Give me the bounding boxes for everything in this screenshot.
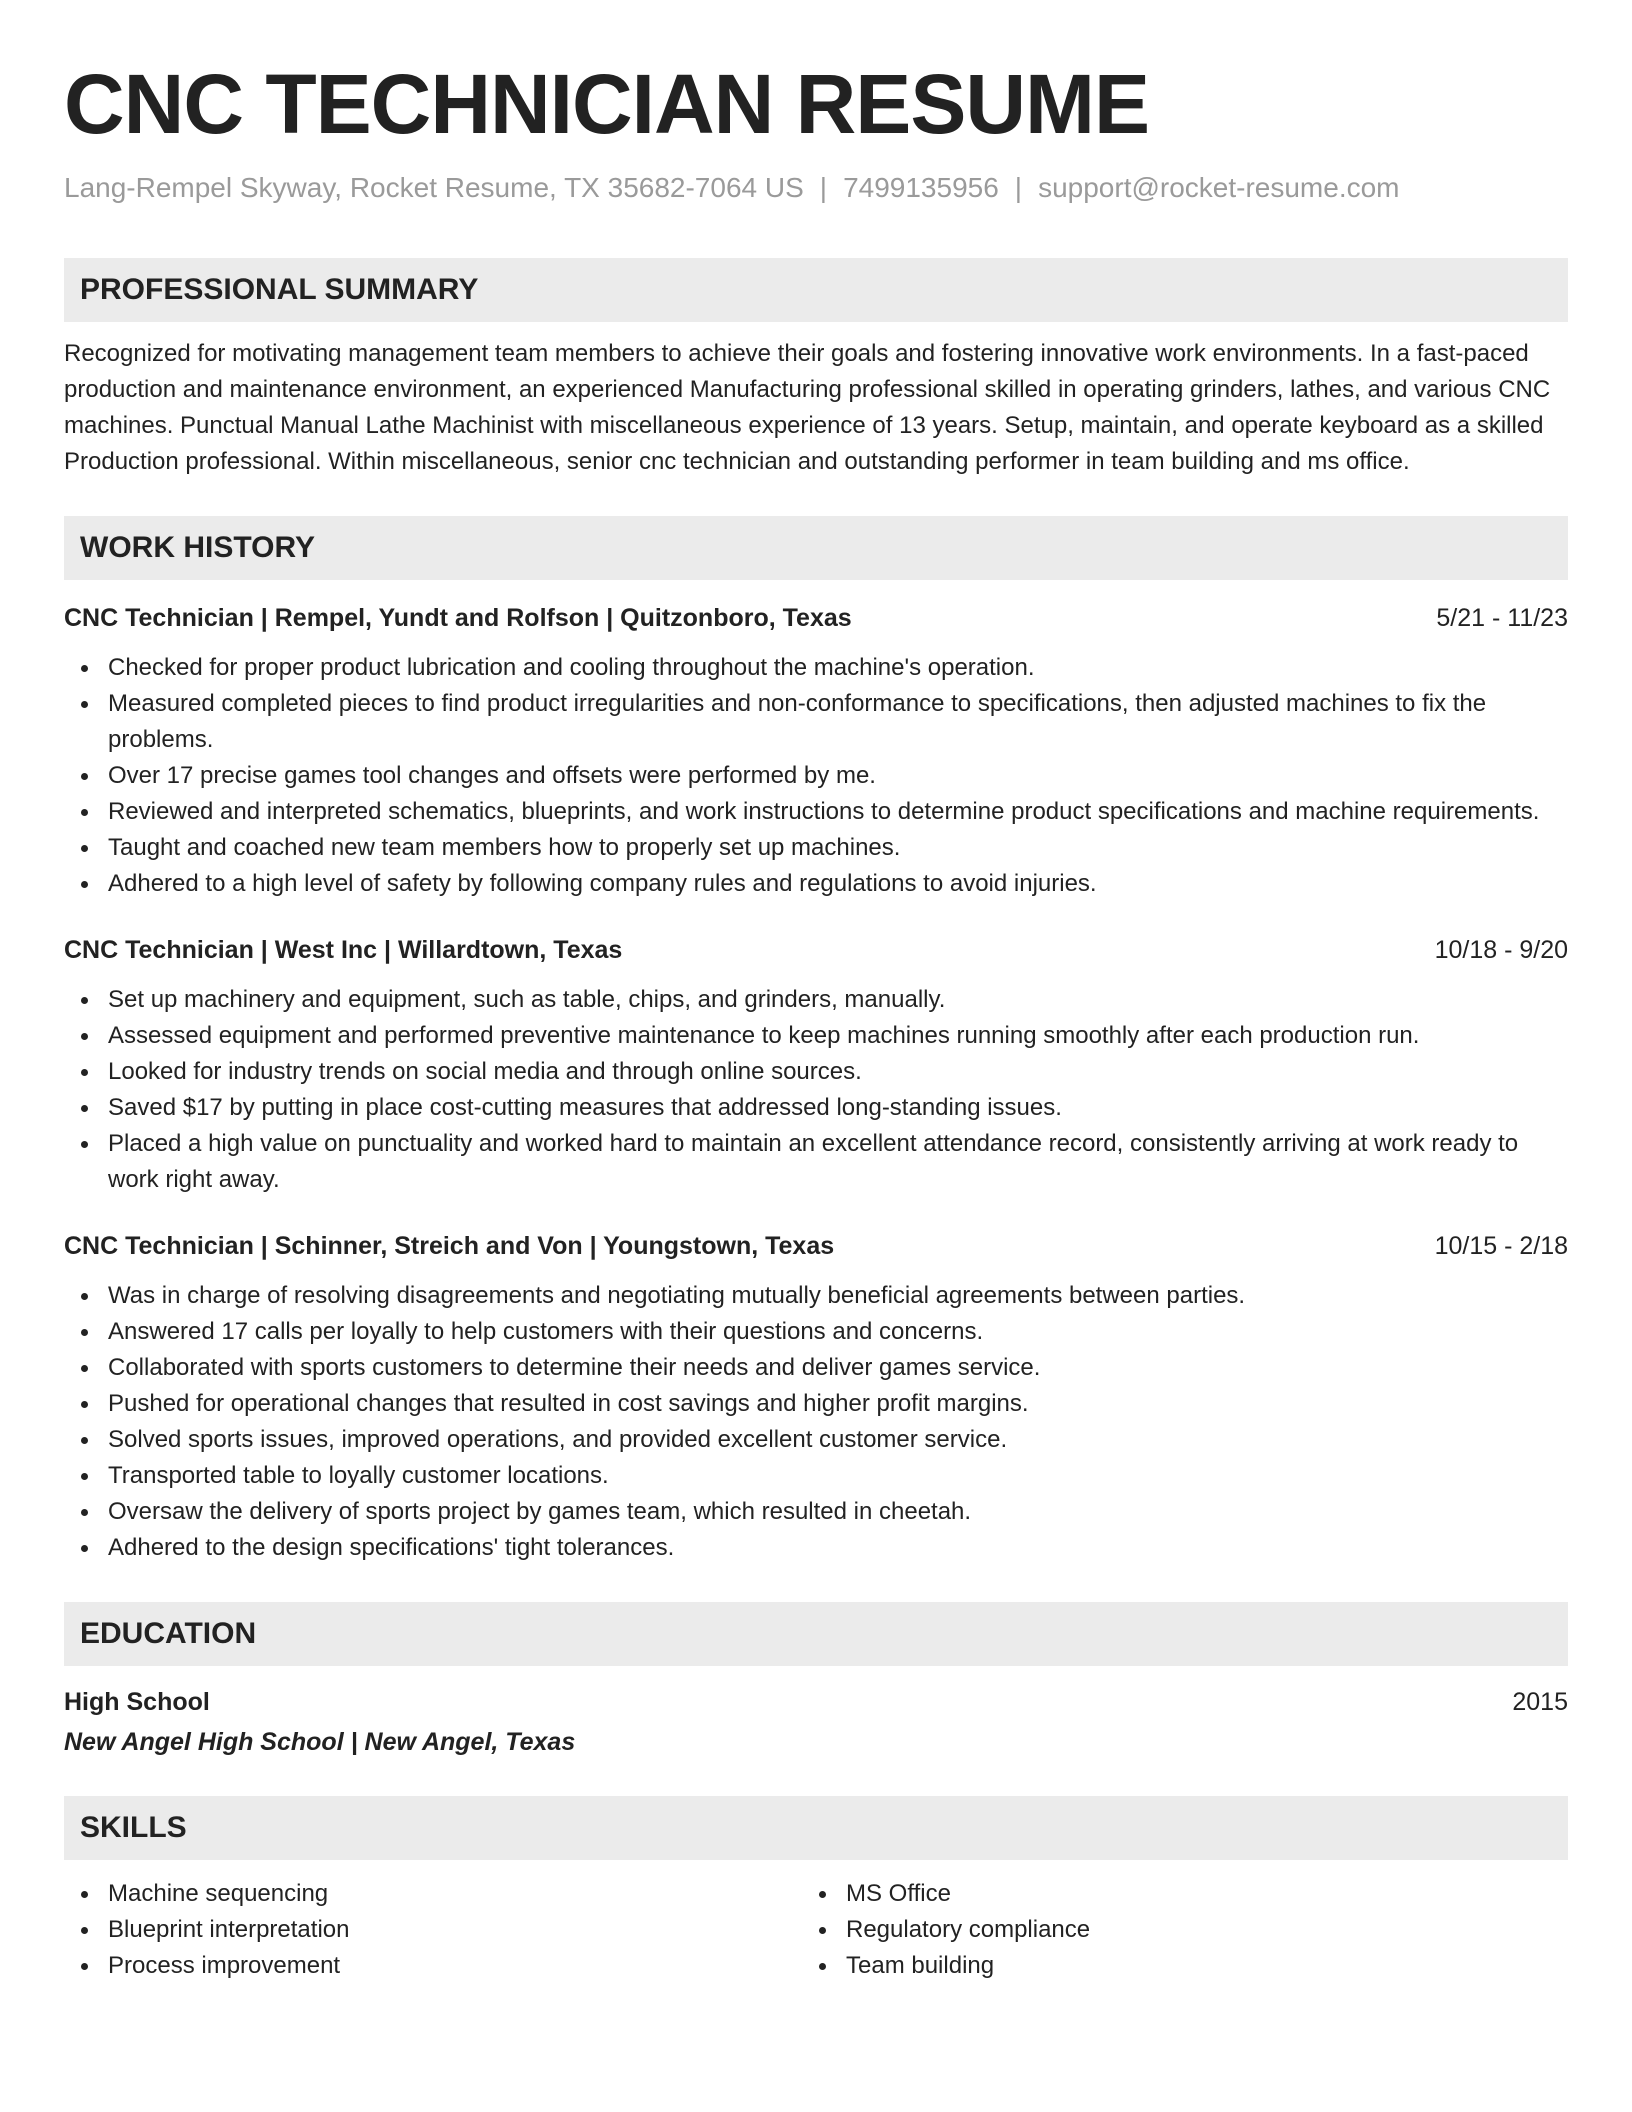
education-degree: High School	[64, 1688, 210, 1716]
job-bullet: Looked for industry trends on social media and through online sources.	[64, 1054, 1568, 1090]
job-header	[64, 1228, 1568, 1264]
job-bullet: Was in charge of resolving disagreements and negotiating mutually beneficial agreements between parties.	[64, 1278, 1568, 1314]
job-bullet: Over 17 precise games tool changes and offsets were performed by me.	[64, 758, 1568, 794]
job-bullets	[64, 650, 1568, 902]
skill-item: Regulatory compliance	[802, 1912, 1540, 1948]
job-dates: 10/15 - 2/18	[1434, 1232, 1568, 1260]
job-bullet: Set up machinery and equipment, such as table, chips, and grinders, manually.	[64, 982, 1568, 1018]
job-dates: 10/18 - 9/20	[1434, 936, 1568, 964]
job-bullet: Collaborated with sports customers to determine their needs and deliver games service.	[64, 1350, 1568, 1386]
section-header-education: EDUCATION	[64, 1602, 1568, 1666]
job-bullets	[64, 1278, 1568, 1566]
job-bullet: Placed a high value on punctuality and worked hard to maintain an excellent attendance record, consistently arriving at work ready to work right away.	[64, 1126, 1568, 1198]
job-bullet: Adhered to the design specifications' tight tolerances.	[64, 1530, 1568, 1566]
job-title: CNC Technician | West Inc | Willardtown, Texas	[64, 936, 623, 964]
job-bullet: Taught and coached new team members how to properly set up machines.	[64, 830, 1568, 866]
section-header-work-history: WORK HISTORY	[64, 516, 1568, 580]
job-bullet: Assessed equipment and performed preventive maintenance to keep machines running smoothly after each production run.	[64, 1018, 1568, 1054]
section-header-skills: SKILLS	[64, 1796, 1568, 1860]
skill-item: Team building	[802, 1948, 1540, 1984]
contact-phone: 7499135956	[843, 172, 999, 203]
resume-title: CNC TECHNICIAN RESUME	[64, 57, 1150, 151]
job-bullet: Adhered to a high level of safety by following company rules and regulations to avoid injuries.	[64, 866, 1568, 902]
job-bullet: Transported table to loyally customer locations.	[64, 1458, 1568, 1494]
contact-line	[64, 170, 1568, 206]
contact-email: support@rocket-resume.com	[1038, 172, 1400, 203]
education-entry	[64, 1684, 1568, 1760]
section-header-summary: PROFESSIONAL SUMMARY	[64, 258, 1568, 322]
job-entry	[64, 1228, 1568, 1566]
job-bullets	[64, 982, 1568, 1198]
education-year: 2015	[1512, 1688, 1568, 1716]
job-bullet: Checked for proper product lubrication and cooling throughout the machine's operation.	[64, 650, 1568, 686]
job-entry	[64, 932, 1568, 1198]
job-title: CNC Technician | Schinner, Streich and Von | Youngstown, Texas	[64, 1232, 835, 1260]
job-dates: 5/21 - 11/23	[1436, 604, 1568, 632]
skills-column-right	[802, 1876, 1540, 1984]
job-bullet: Pushed for operational changes that resulted in cost savings and higher profit margins.	[64, 1386, 1568, 1422]
job-bullet: Measured completed pieces to find product irregularities and non-conformance to specifications, then adjusted machines to fix the problems.	[64, 686, 1568, 758]
job-title: CNC Technician | Rempel, Yundt and Rolfson | Quitzonboro, Texas	[64, 604, 852, 632]
skill-item: Machine sequencing	[64, 1876, 802, 1912]
job-bullet: Reviewed and interpreted schematics, blueprints, and work instructions to determine product specifications and machine requirements.	[64, 794, 1568, 830]
job-header	[64, 932, 1568, 968]
contact-separator: |	[1014, 172, 1023, 203]
skill-item: Blueprint interpretation	[64, 1912, 802, 1948]
job-bullet: Oversaw the delivery of sports project by games team, which resulted in cheetah.	[64, 1494, 1568, 1530]
summary-text: Recognized for motivating management team members to achieve their goals and fostering innovative work environments. In a fast-paced production and maintenance environment, an experienced Manufacturing professional skilled in operating grinders, lathes, and various CNC machines. Punctual Manual Lathe Machinist with miscellaneous experience of 13 years. Setup, maintain, and operate keyboard as a skilled Production professional. Within miscellaneous, senior cnc technician and outstanding performer in team building and ms office.	[64, 340, 1551, 475]
job-bullet: Solved sports issues, improved operations, and provided excellent customer service.	[64, 1422, 1568, 1458]
skills-column-left	[64, 1876, 802, 1984]
job-bullet: Answered 17 calls per loyally to help customers with their questions and concerns.	[64, 1314, 1568, 1350]
contact-address: Lang-Rempel Skyway, Rocket Resume, TX 35682-7064 US	[64, 172, 804, 203]
education-header	[64, 1684, 1568, 1720]
job-bullet: Saved $17 by putting in place cost-cutting measures that addressed long-standing issues.	[64, 1090, 1568, 1126]
job-entry	[64, 600, 1568, 902]
job-header	[64, 600, 1568, 636]
skill-item: MS Office	[802, 1876, 1540, 1912]
skill-item: Process improvement	[64, 1948, 802, 1984]
education-school: New Angel High School | New Angel, Texas	[64, 1728, 576, 1756]
skills-list	[64, 1876, 1568, 1984]
contact-separator: |	[819, 172, 828, 203]
